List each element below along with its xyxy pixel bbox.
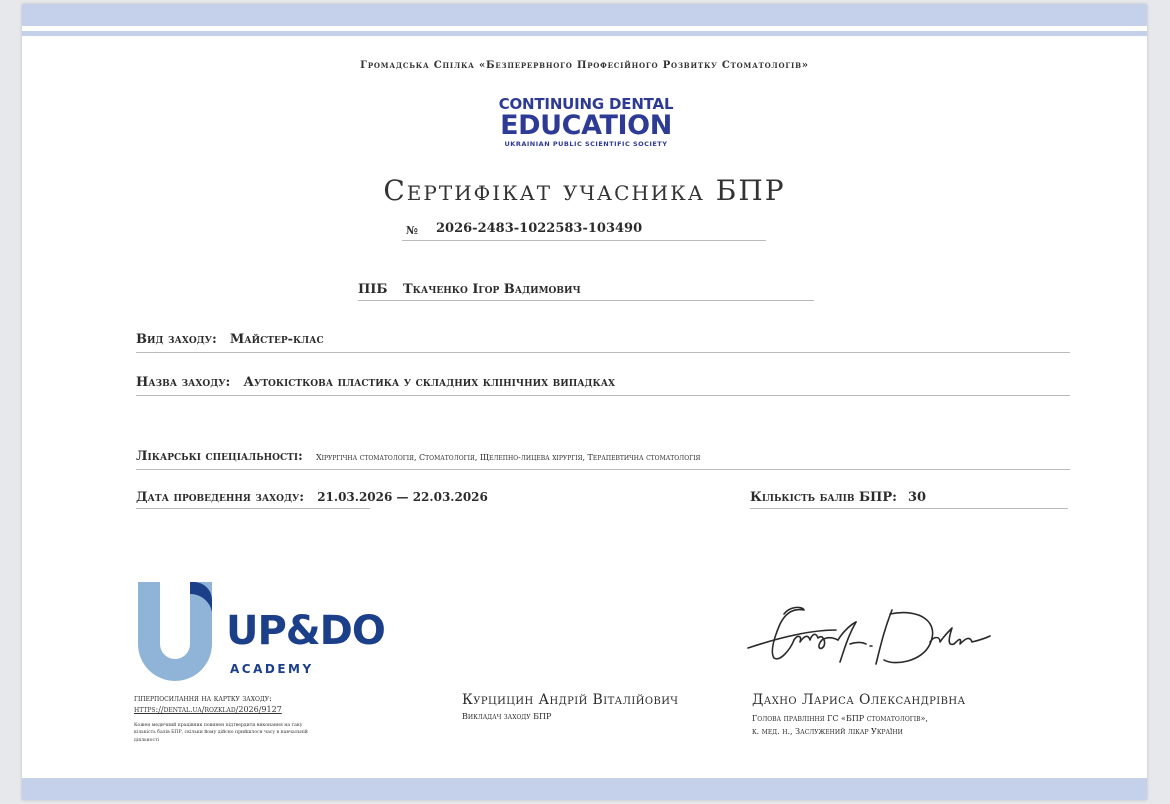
specialties-row (136, 445, 1070, 470)
specialties: Хірургічна стоматологія, Стоматологія, Щелепно-лицева хірургія, Терапевтична стоматологія (315, 453, 701, 462)
event-name: Аутокісткова пластика у складних клінічних випадках (243, 375, 616, 390)
organization-name: Громадська Спілка «Безперервного Професійного Розвитку Стоматологів» (360, 60, 809, 71)
event-name-row (136, 371, 1070, 396)
cde-logo-line1: CONTINUING DENTAL (498, 95, 674, 113)
certificate-title: Сертифікат учасника БПР (383, 174, 786, 207)
event-type-row (136, 328, 1070, 353)
event-date-row (136, 486, 488, 509)
signature-icon (744, 600, 992, 674)
updo-u-mark-icon (134, 578, 216, 682)
updo-academy-text: ACADEMY (230, 662, 314, 676)
points-label: Кількість балів БПР: (750, 490, 897, 505)
event-date: 21.03.2026 — 22.03.2026 (317, 490, 488, 504)
hyperlink-note: Кожен медичний працівник повинен підтвердити виконання на таку кількість балів БПР, скільки йому дійсно прийшлося часу в навчальній діяльності (134, 723, 308, 743)
head-role-line1: Голова правління ГС «БПР стоматологів», (752, 714, 928, 723)
head-role-line2: к. мед. н., Заслужений лікар України (752, 727, 903, 736)
cde-logo (488, 96, 684, 149)
participant-label: ПІБ (358, 282, 388, 297)
top-band (22, 4, 1147, 26)
points-row (750, 486, 1068, 509)
certificate-number-row (402, 218, 766, 241)
participant-name: Ткаченко Ігор Вадимович (403, 282, 581, 297)
participant-row (358, 278, 814, 301)
teacher-block (462, 692, 702, 721)
certificate-sheet (22, 4, 1147, 800)
bottom-band (22, 778, 1147, 800)
certificate-number: 2026-2483-1022583-103490 (436, 221, 643, 236)
event-date-label: Дата проведення заходу: (136, 490, 305, 505)
head-name: Дахно Лариса Олександрівна (752, 692, 966, 708)
hyperlink-label: гіперпосилання на картку заходу: (134, 694, 272, 703)
event-card-link[interactable]: https://dental.ua/rozklad/2026/9127 (134, 705, 282, 714)
cde-logo-line2: EDUCATION (500, 110, 672, 141)
event-name-label: Назва заходу: (136, 375, 231, 390)
head-signature (744, 600, 992, 674)
head-block (752, 692, 1052, 738)
number-label: № (406, 224, 418, 237)
updo-academy-logo (134, 578, 394, 686)
top-band-line (22, 31, 1147, 36)
teacher-name: Курцицин Андрій Віталійович (462, 692, 679, 708)
updo-wordmark: UP&DO (226, 608, 385, 654)
event-type: Майстер-клас (229, 332, 324, 347)
event-type-label: Вид заходу: (136, 332, 217, 347)
hyperlink-block (134, 693, 334, 744)
specialties-label: Лікарські спеціальності: (136, 449, 303, 464)
head-role (752, 712, 1052, 738)
cde-logo-line3: UKRAINIAN PUBLIC SCIENTIFIC SOCIETY (504, 140, 668, 148)
teacher-role: Викладач заходу БПР (462, 712, 552, 721)
points-value: 30 (908, 490, 927, 505)
